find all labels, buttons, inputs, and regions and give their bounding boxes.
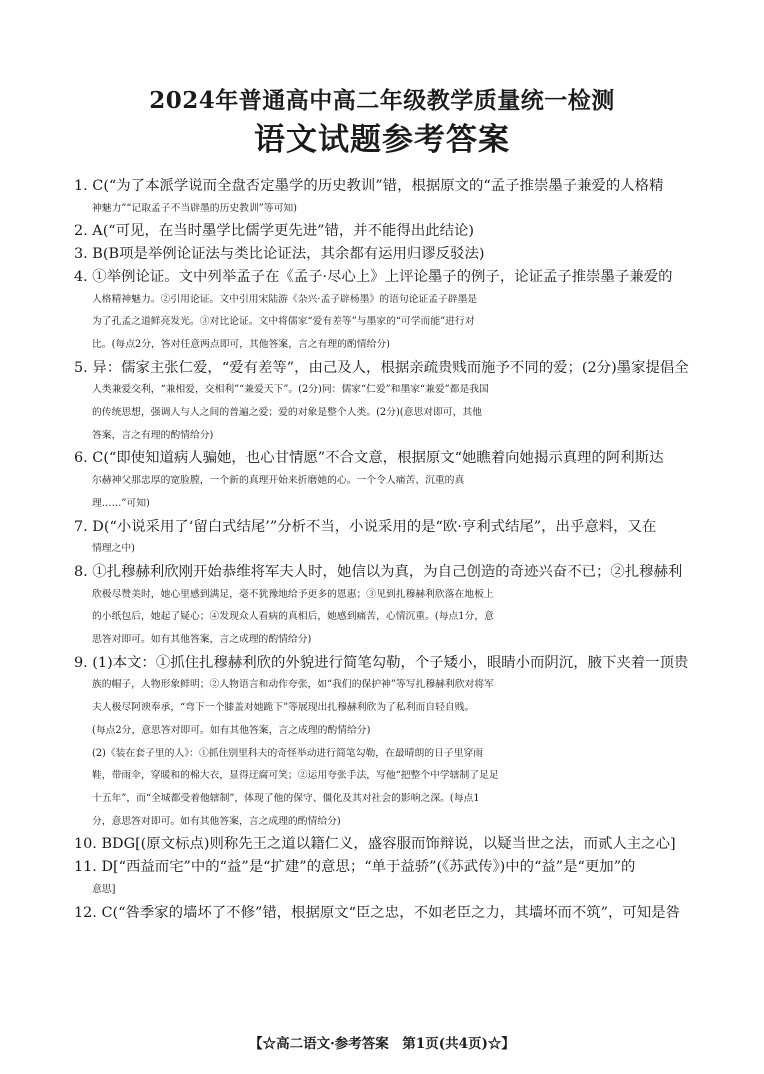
answer-line: 8. ①扎穆赫利欣刚开始恭维将军夫人时，她信以为真，为自己创造的奇迹兴奋不已；②扎穆赫利 bbox=[74, 563, 683, 580]
answer-line: 族的帽子，人物形象鲜明；②人物语言和动作夸张，如“我们的保护神”等写扎穆赫利欣对将军 bbox=[92, 679, 494, 691]
answer-item bbox=[74, 856, 700, 901]
answer-item bbox=[74, 243, 700, 266]
answer-line: 人类兼爱交利，“兼相爱，交相利”“兼爱天下”。(2分)同：儒家“仁爱”和墨家“兼爱”都是我国 bbox=[92, 384, 489, 396]
answer-item bbox=[74, 175, 700, 220]
document-subtitle: 语文试题参考答案 bbox=[254, 122, 510, 158]
answer-line: 的小纸包后，她起了疑心；④发现众人看病的真相后，她感到痛苦，心情沉重。(每点1分，意 bbox=[92, 611, 494, 623]
answer-line: 10. BDG[(原文标点)则称先王之道以籍仁义，盛容服而饰辩说，以疑当世之法，而贰人主之心] bbox=[74, 836, 676, 853]
answer-line: 11. D[“西益而宅”中的“益”是“扩建”的意思；“单于益骄”(《苏武传》)中的“益”是“更加”的 bbox=[74, 859, 636, 876]
answer-line: 理……”可知) bbox=[92, 497, 150, 509]
answer-item bbox=[74, 652, 700, 834]
answer-line: (2)《装在套子里的人》：①抓住别里科夫的奇怪举动进行简笔勾勒，在最晴朗的日子里穿雨 bbox=[92, 747, 484, 759]
answer-line: 欣极尽赞美时，她心里感到满足，毫不犹豫地给予更多的恩惠；③见到扎穆赫利欣落在地板上 bbox=[92, 588, 494, 600]
answer-item bbox=[74, 902, 700, 925]
answer-item bbox=[74, 357, 700, 448]
answer-line: 神魅力”“记取孟子不当辟墨的历史教训”等可知) bbox=[92, 202, 297, 214]
answer-line: (每点2分，意思答对即可。如有其他答案，言之成理的酌情给分) bbox=[92, 724, 371, 736]
exam-title: 2024年普通高中高二年级教学质量统一检测 bbox=[149, 87, 615, 114]
answer-list bbox=[74, 175, 700, 924]
answer-line: 尔赫神父那忠厚的宽脸膛，一个新的真理开始来折磨她的心。一个令人痛苦、沉重的真 bbox=[92, 475, 465, 487]
answer-line: 鞋，带雨伞，穿暖和的棉大衣，显得迂腐可笑；②运用夸张手法，写他“把整个中学辖制了足足 bbox=[92, 770, 499, 782]
page-footer: 【☆高二语文·参考答案 第1页(共4页)☆】 bbox=[249, 1036, 515, 1052]
answer-line: 思答对即可。如有其他答案，言之成理的酌情给分) bbox=[92, 634, 312, 646]
answer-line: 7. D(“小说采用了‘留白式结尾’”分析不当，小说采用的是“欧·亨利式结尾”，出乎意料，又在 bbox=[74, 518, 657, 535]
answer-item bbox=[74, 833, 700, 856]
answer-item bbox=[74, 447, 700, 515]
answer-item bbox=[74, 516, 700, 561]
answer-line: 12. C(“咎季家的墙坏了不修”错，根据原文“臣之忠，不如老臣之力，其墙坏而不筑”，可知是咎 bbox=[74, 904, 680, 921]
answer-line: 2. A(“可见，在当时墨学比儒学更先进”错，并不能得出此结论) bbox=[74, 223, 475, 240]
answer-line: 比。(每点2分，答对任意两点即可，其他答案，言之有理的酌情给分) bbox=[92, 338, 390, 350]
answer-line: 为了孔孟之道鲜亮发光。③对比论证。文中将儒家“爱有差等”与墨家的“可学而能”进行对 bbox=[92, 316, 475, 328]
answer-item bbox=[74, 220, 700, 243]
answer-line: 的传统思想，强调人与人之间的普遍之爱；爱的对象是整个人类。(2分)(意思对即可，其他 bbox=[92, 407, 482, 419]
answer-line: 情理之中) bbox=[92, 543, 136, 555]
answer-line: 5. 异：儒家主张仁爱，“爱有差等”，由己及人，根据亲疏贵贱而施予不同的爱；(2分)墨家提倡全 bbox=[74, 359, 689, 376]
answer-line: 6. C(“即使知道病人骗她，也心甘情愿”不合文意，根据原文“她瞧着向她揭示真理的阿利斯达 bbox=[74, 450, 664, 467]
answer-line: 分，意思答对即可。如有其他答案，言之成理的酌情给分) bbox=[92, 815, 341, 827]
answer-line: 9. (1)本文：①抓住扎穆赫利欣的外貌进行简笔勾勒，个子矮小，眼睛小而阴沉，腋下夹着一顶贵 bbox=[74, 654, 689, 671]
answer-item bbox=[74, 561, 700, 652]
answer-line: 4. ①举例论证。文中列举孟子在《孟子·尽心上》上评论墨子的例子，论证孟子推崇墨子兼爱的 bbox=[74, 268, 673, 285]
answer-line: 意思] bbox=[92, 883, 116, 895]
answer-line: 1. C(“为了本派学说而全盘否定墨学的历史教训”错，根据原文的“孟子推崇墨子兼爱的人格精 bbox=[74, 178, 664, 194]
answer-line: 3. B(B项是举例论证法与类比论证法，其余都有运用归谬反驳法) bbox=[74, 246, 485, 263]
answer-line: 夫人极尽阿谀奉承，“弯下一个膝盖对她跪下”等展现出扎穆赫利欣为了私利而自轻自贱。 bbox=[92, 702, 475, 714]
answer-line: 人格精神魅力。②引用论证。文中引用宋陆游《杂兴·孟子辟杨墨》的语句论证孟子辟墨是 bbox=[92, 293, 478, 305]
answer-line: 答案，言之有理的酌情给分) bbox=[92, 429, 214, 441]
answer-line: 十五年”，而“全城都受着他辖制”，体现了他的保守、僵化及其对社会的影响之深。(每点1 bbox=[92, 792, 480, 804]
answer-item bbox=[74, 266, 700, 357]
